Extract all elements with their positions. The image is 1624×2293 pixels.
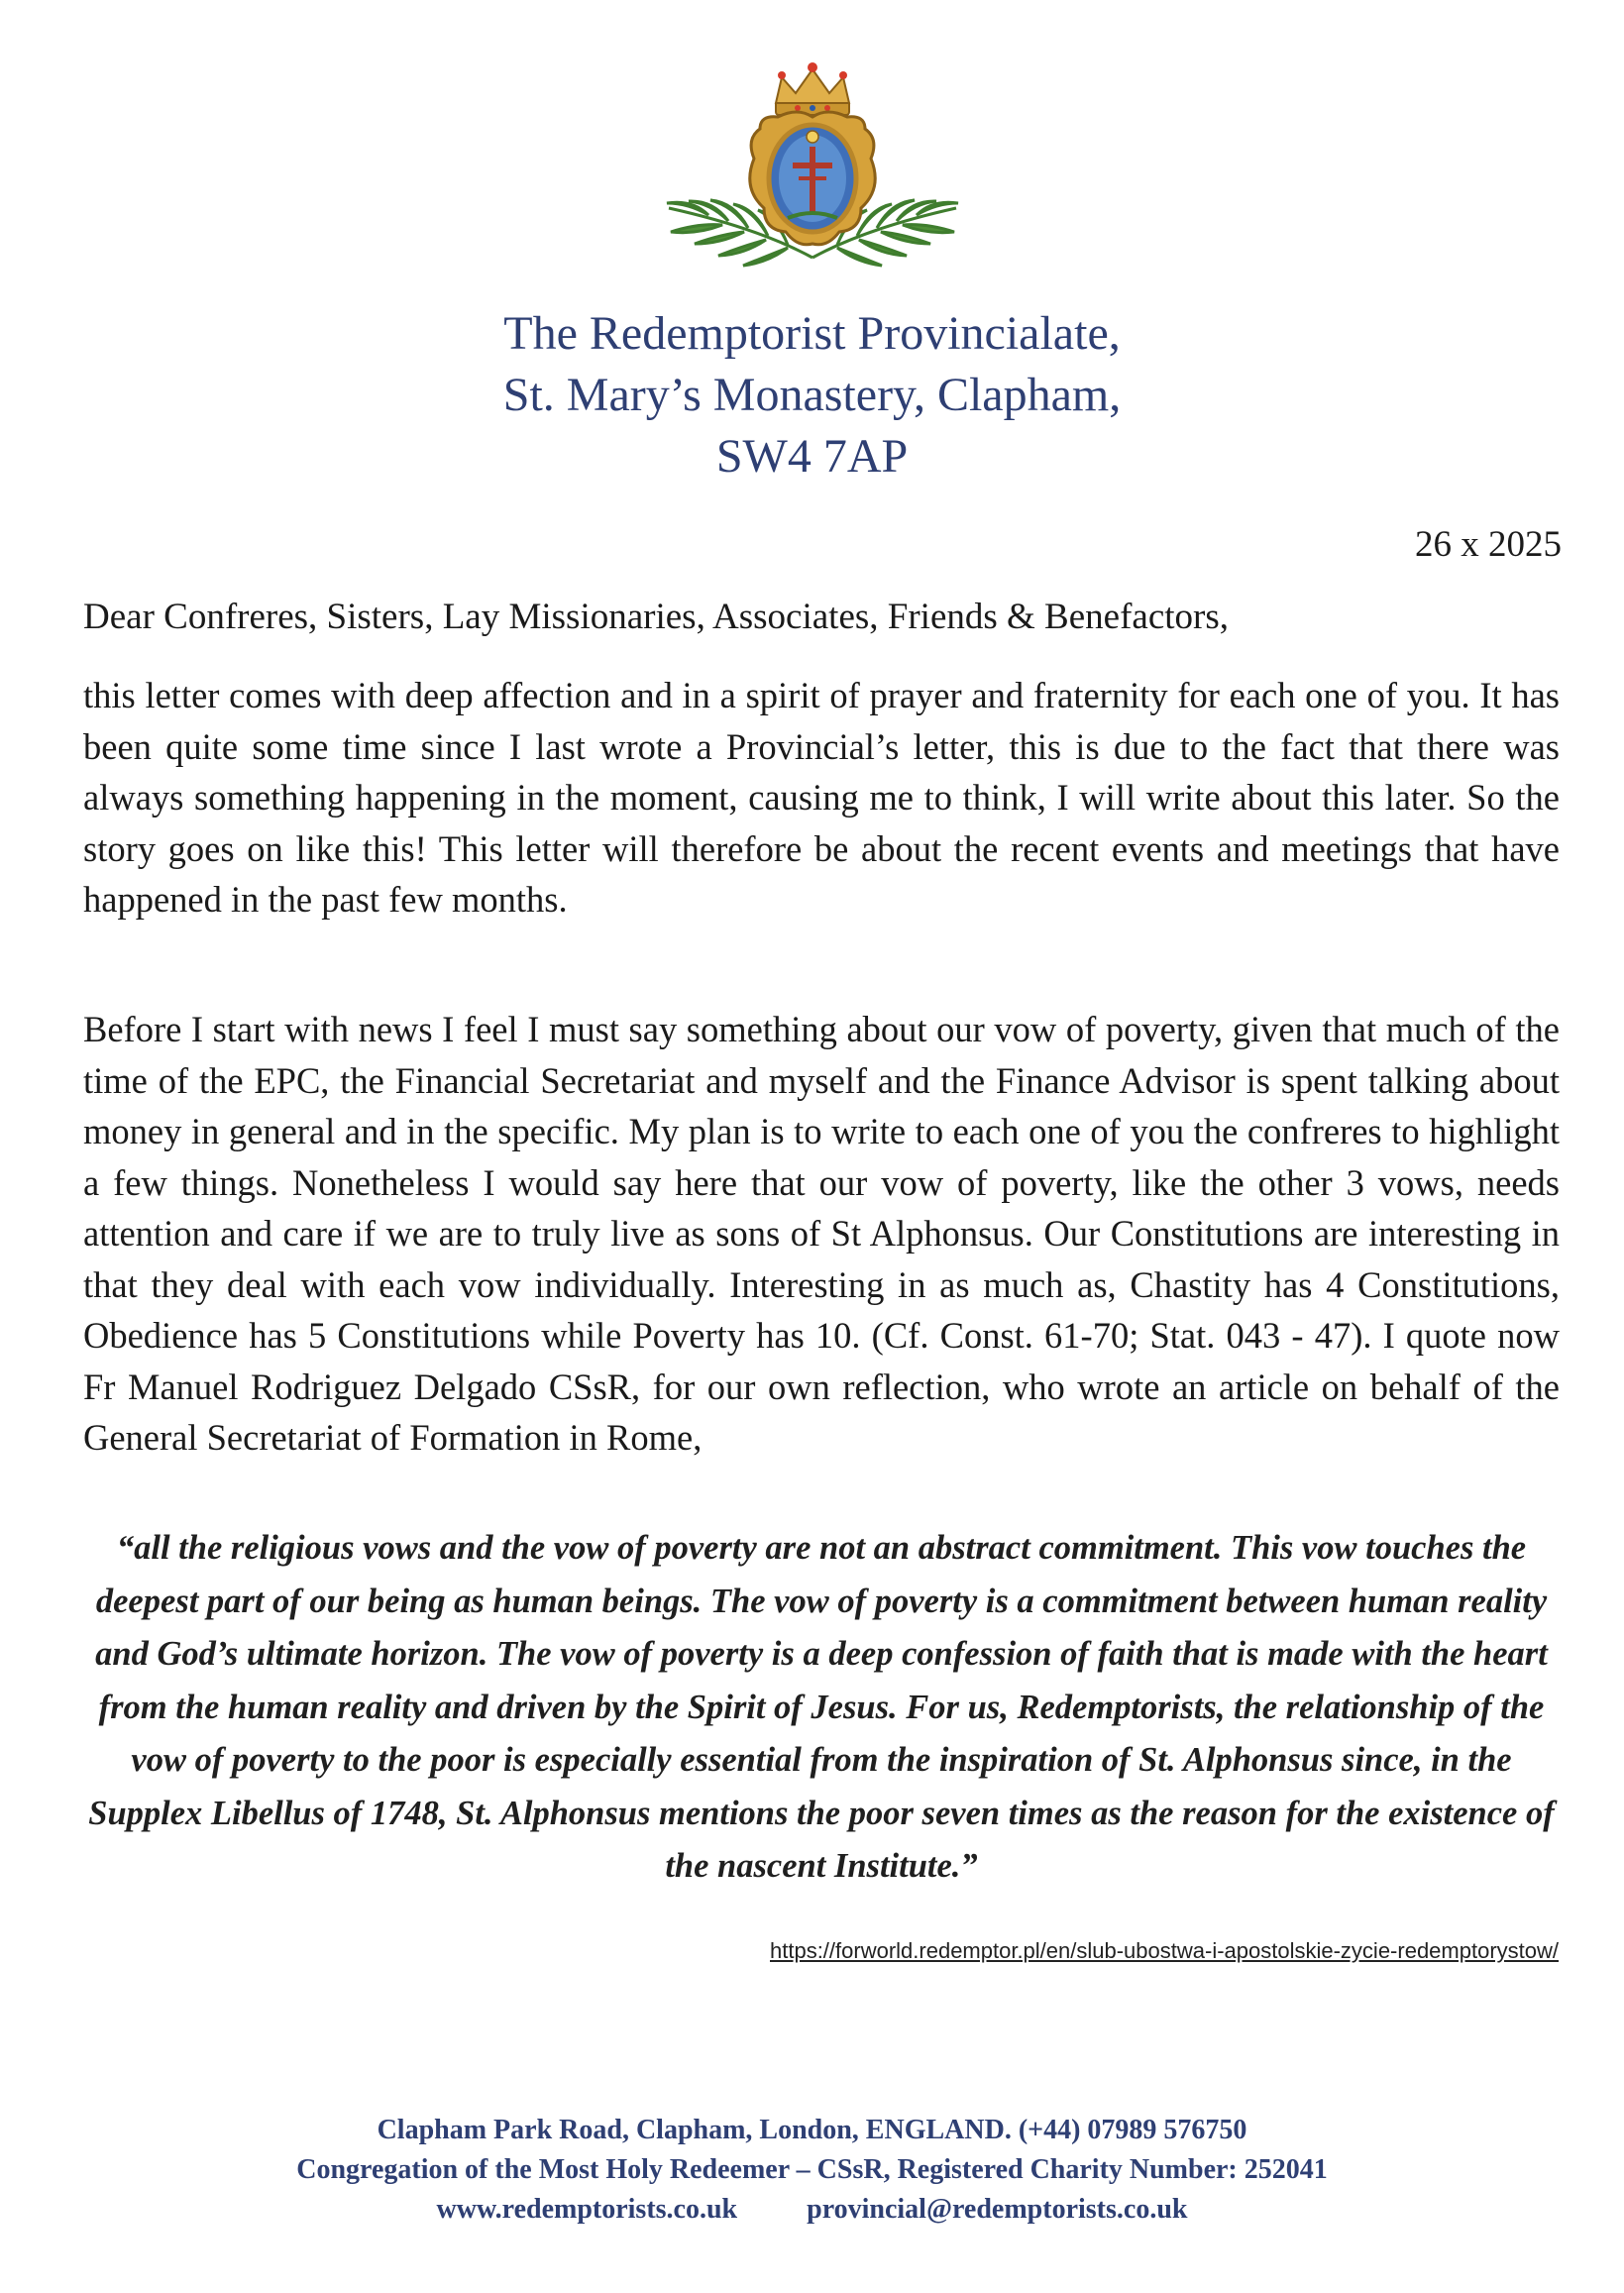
footer-email-link[interactable]: provincial@redemptorists.co.uk — [807, 2194, 1188, 2225]
shield-icon — [750, 112, 875, 245]
source-link[interactable]: https://forworld.redemptor.pl/en/slub-ubostwa-i-apostolskie-zycie-redemptorystow/ — [770, 1938, 1559, 1963]
letterhead-line-organization: The Redemptorist Provincialate, — [503, 307, 1121, 360]
letterhead-line-monastery: St. Mary’s Monastery, Clapham, — [502, 369, 1122, 421]
footer-web-contacts — [0, 2190, 1624, 2230]
footer-website-link[interactable]: www.redemptorists.co.uk — [436, 2194, 738, 2225]
footer-address: Clapham Park Road, Clapham, London, ENGLAND. (+44) 07989 576750 — [377, 2115, 1247, 2145]
block-quote: “all the religious vows and the vow of poverty are not an abstract commitment. This vow touches the deepest part of our being as human beings. The vow of poverty is a commitment between human reality and God’s ultimate horizon. The vow of poverty is a deep confession of faith that is made with the heart from the human reality and driven by the Spirit of Jesus. For us, Redemptorists, the relationship of the vow of poverty to the poor is especially essential from the inspiration of St. Alphonsus since, in the Supplex Libellus of 1748, St. Alphonsus mentions the poor seven times as the reason for the existence of the nascent Institute.” — [88, 1529, 1555, 1885]
footer-contact — [0, 2111, 1624, 2230]
letterhead-address — [0, 303, 1624, 488]
letterhead-line-postcode: SW4 7AP — [715, 430, 909, 483]
crown-icon — [776, 62, 849, 115]
redemptorist-crest-logo — [649, 59, 976, 287]
body-paragraph-poverty: Before I start with news I feel I must say something about our vow of poverty, given that much of the time of the EPC, the Financial Secretariat and myself and the Finance Advisor is spent talking about money in general and in the specific. My plan is to write to each one of you the confreres to highlight a few things. Nonetheless I would say here that our vow of poverty, like the other 3 vows, needs attention and care if we are to truly live as sons of St Alphonsus. Our Constitutions are interesting in that they deal with each vow individually. Interesting in as much as, Chastity has 4 Constitutions, Obedience has 5 Constitutions while Poverty has 10. (Cf. Const. 61-70; Stat. 043 - 47). I quote now Fr Manuel Rodriguez Delgado CSsR, for our own reflection, who wrote an article on behalf of the General Secretariat of Formation in Rome, — [83, 1009, 1560, 1458]
body-paragraph-intro: this letter comes with deep affection and in a spirit of prayer and fraternity for each one of you. It has been quite some time since I last wrote a Provincial’s letter, this is due to the fact that there was always something happening in the moment, causing me to think, I will write about this later. So the story goes on like this! This letter will therefore be about the recent events and meetings that have happened in the past few months. — [83, 675, 1560, 920]
footer-charity: Congregation of the Most Holy Redeemer – CSsR, Registered Charity Number: 252041 — [296, 2154, 1328, 2185]
salutation: Dear Confreres, Sisters, Lay Missionaries, Associates, Friends & Benefactors, — [83, 597, 1229, 637]
letter-date: 26 x 2025 — [1415, 524, 1562, 565]
